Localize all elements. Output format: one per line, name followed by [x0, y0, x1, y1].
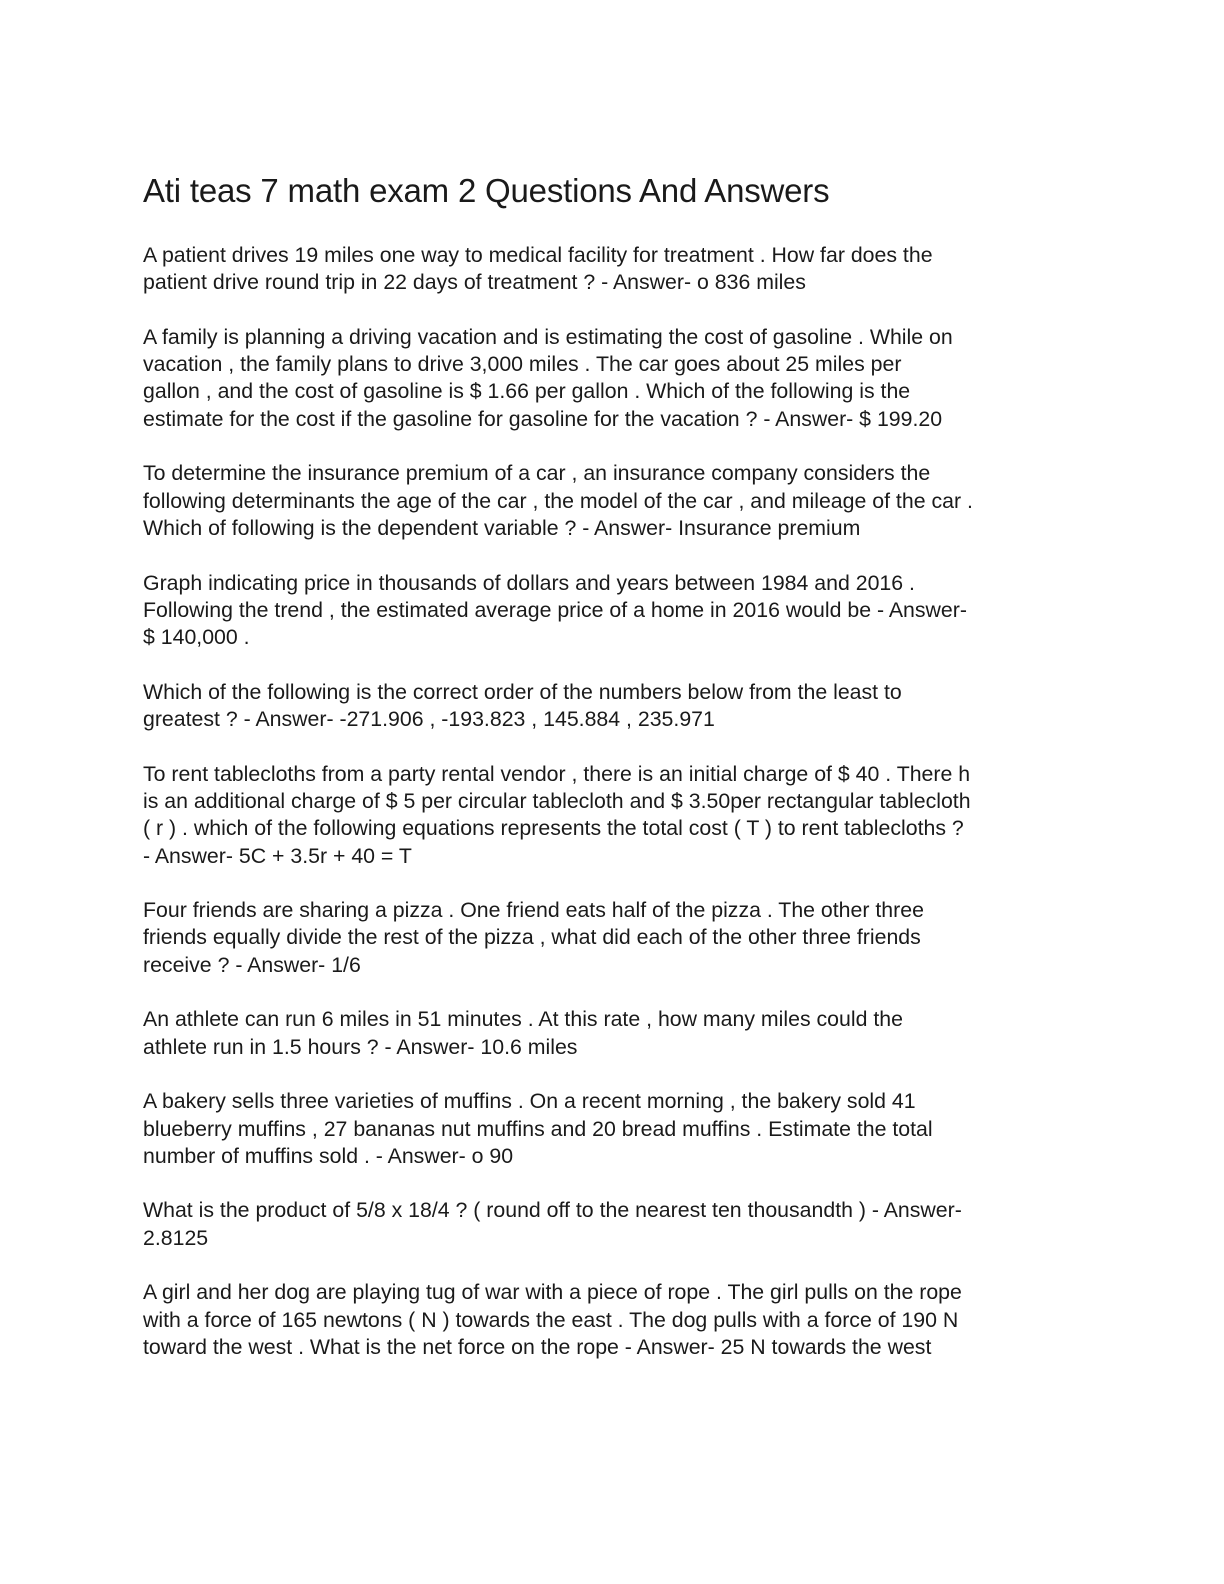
page-title: Ati teas 7 math exam 2 Questions And Answers — [143, 172, 830, 209]
qa-item-7: Four friends are sharing a pizza . One friend eats half of the pizza . The other three friends equally divide the rest of the pizza , what did each of the other three friends receive ? - Answer- 1/6 — [143, 898, 924, 977]
qa-item-4: Graph indicating price in thousands of dollars and years between 1984 and 2016 . Following the trend , the estimated average price of a home in 2016 would be - Answer- $ 140,000 . — [143, 570, 967, 650]
qa-item-2: A family is planning a driving vacation and is estimating the cost of gasoline . While on vacation , the family plans to drive 3,000 miles . The car goes about 25 miles per gallon , and the cost of gasoline is $ 1.66 per gallon . Which of the following is the estimate for the cost if the gasoline for gasoline for the vacation ? - Answer- $ 199.20 — [143, 324, 953, 431]
qa-item-6: To rent tablecloths from a party rental vendor , there is an initial charge of $ 40 . There h is an additional charge of $ 5 per circular tablecloth and $ 3.50per rectangular tablecloth ( r ) . which of the following equations represents the total cost ( T ) to rent tablecloths ? - Answer- 5C + 3.5r + 40 = T — [143, 761, 971, 868]
qa-item-10: What is the product of 5/8 x 18/4 ? ( round off to the nearest ten thousandth ) - Answer- 2.8125 — [143, 1198, 962, 1250]
qa-item-9: A bakery sells three varieties of muffins . On a recent morning , the bakery sold 41 blueberry muffins , 27 bananas nut muffins and 20 bread muffins . Estimate the total number of muffins sold . - Answer- o 90 — [143, 1089, 933, 1168]
qa-item-8: An athlete can run 6 miles in 51 minutes . At this rate , how many miles could the athlete run in 1.5 hours ? - Answer- 10.6 miles — [143, 1007, 903, 1059]
qa-list — [143, 242, 1083, 1361]
document-page — [143, 168, 1083, 1388]
qa-item-1: A patient drives 19 miles one way to medical facility for treatment . How far does the patient drive round trip in 22 days of treatment ? - Answer- o 836 miles — [143, 243, 933, 295]
qa-item-11: A girl and her dog are playing tug of war with a piece of rope . The girl pulls on the rope with a force of 165 newtons ( N ) towards the east . The dog pulls with a force of 190 N toward the west . What is the net force on the rope - Answer- 25 N towards the west — [143, 1280, 962, 1359]
qa-item-3: To determine the insurance premium of a car , an insurance company considers the following determinants the age of the car , the model of the car , and mileage of the car . Which of following is the dependent variable ? - Answer- Insurance premium — [143, 461, 973, 540]
qa-item-5: Which of the following is the correct order of the numbers below from the least to greatest ? - Answer- -271.906 , -193.823 , 145.884 , 235.971 — [143, 679, 902, 732]
